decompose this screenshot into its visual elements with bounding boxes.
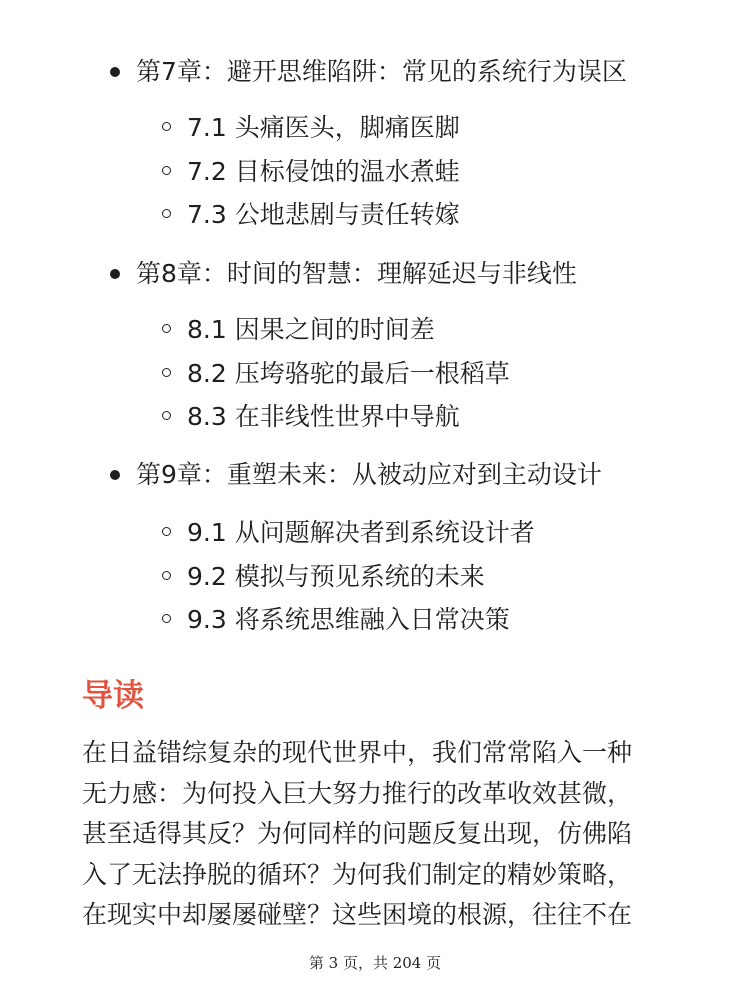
- filled-bullet-icon: [110, 67, 120, 77]
- chapter-title: 第9章：重塑未来：从被动应对到主动设计: [136, 460, 602, 489]
- hollow-bullet-icon: [162, 209, 171, 218]
- section-title: 8.2 压垮骆驼的最后一根稻草: [187, 359, 510, 388]
- chapter-title: 第8章：时间的智慧：理解延迟与非线性: [136, 259, 577, 288]
- section-title: 8.3 在非线性世界中导航: [187, 402, 460, 431]
- section-title: 7.1 头痛医头，脚痛医脚: [187, 113, 460, 142]
- paragraph-line: 入了无法挣脱的循环？为何我们制定的精妙策略，: [82, 859, 633, 889]
- paragraph-line: 在日益错综复杂的现代世界中，我们常常陷入一种: [82, 738, 633, 767]
- paragraph-line: 无力感：为何投入巨大努力推行的改革收效甚微，: [82, 778, 633, 808]
- intro-paragraph: [82, 733, 682, 936]
- hollow-bullet-icon: [162, 368, 171, 377]
- section-title: 9.2 模拟与预见系统的未来: [187, 562, 485, 591]
- intro-heading: 导读: [82, 678, 144, 714]
- section-title: 8.1 因果之间的时间差: [187, 315, 435, 344]
- section-title: 7.3 公地悲剧与责任转嫁: [187, 200, 460, 229]
- hollow-bullet-icon: [162, 614, 171, 623]
- hollow-bullet-icon: [162, 122, 171, 131]
- hollow-bullet-icon: [162, 571, 171, 580]
- chapter-title: 第7章：避开思维陷阱：常见的系统行为误区: [136, 57, 627, 86]
- hollow-bullet-icon: [162, 166, 171, 175]
- hollow-bullet-icon: [162, 411, 171, 420]
- page-number-footer: 第 3 页，共 204 页: [308, 954, 442, 972]
- section-title: 9.3 将系统思维融入日常决策: [187, 605, 510, 634]
- section-title: 9.1 从问题解决者到系统设计者: [187, 518, 535, 547]
- paragraph-line: 甚至适得其反？为何同样的问题反复出现，仿佛陷: [82, 819, 633, 848]
- filled-bullet-icon: [110, 269, 120, 279]
- hollow-bullet-icon: [162, 324, 171, 333]
- hollow-bullet-icon: [162, 527, 171, 536]
- section-title: 7.2 目标侵蚀的温水煮蛙: [187, 157, 460, 186]
- filled-bullet-icon: [110, 470, 120, 480]
- paragraph-line: 在现实中却屡屡碰壁？这些困境的根源，往往不在: [82, 900, 633, 929]
